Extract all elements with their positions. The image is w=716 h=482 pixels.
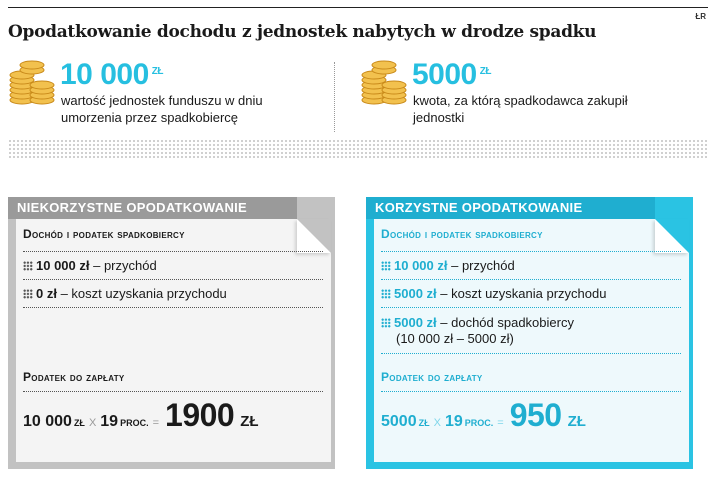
list-item-subtext: (10 000 zł – 5000 zł)	[396, 331, 514, 346]
dot-grid-icon	[381, 318, 391, 328]
divider	[23, 391, 323, 392]
list-item: 10 000 zł – przychód	[23, 257, 157, 274]
stat-unit: ZŁ	[151, 66, 163, 77]
divider	[381, 279, 681, 280]
dot-grid-icon	[23, 289, 33, 299]
formula-base-unit: ZŁ	[73, 418, 85, 428]
stat-description: wartość jednostek funduszu w dniu umorzenia przez spadkobiercę	[61, 93, 263, 125]
list-item: 5000 zł – dochód spadkobiercy	[381, 314, 574, 331]
formula-rate: 19	[444, 413, 463, 430]
page-fold-corner	[655, 219, 689, 253]
stat-value: 5000 $^{ZŁ}$	[412, 58, 491, 91]
document-card	[374, 219, 689, 462]
dot-grid-icon	[23, 261, 33, 271]
formula-base-unit: ZŁ	[418, 418, 430, 428]
section-heading: Dochód i podatek spadkobiercy	[381, 227, 543, 241]
coins-icon	[8, 58, 58, 106]
stat-description: kwota, za którą spadkodawca zakupił jednostki	[413, 93, 628, 125]
formula-rate-unit: PROC.	[120, 418, 149, 428]
dot-grid-icon	[381, 289, 391, 299]
stat-divider	[334, 62, 335, 132]
tax-formula	[381, 397, 586, 434]
formula-rate-unit: PROC.	[464, 418, 494, 428]
list-item: 5000 zł – koszt uzyskania przychodu	[381, 285, 606, 302]
formula-equals: =	[152, 417, 160, 429]
list-item: 10 000 zł – przychód	[381, 257, 515, 274]
divider	[381, 251, 681, 252]
dotted-divider-band	[8, 139, 708, 159]
tax-label: Podatek do zapłaty	[381, 370, 483, 384]
top-rule	[8, 7, 708, 8]
stat-unit: ZŁ	[479, 66, 491, 77]
divider	[381, 307, 681, 308]
coins-icon	[360, 58, 410, 106]
page-title: Opodatkowanie dochodu z jednostek nabytych w drodze spadku	[8, 22, 597, 42]
panel-favorable-taxation	[366, 197, 693, 469]
formula-result-unit: ZŁ	[567, 413, 586, 430]
list-item: 0 zł – koszt uzyskania przychodu	[23, 285, 227, 302]
formula-result: 950	[509, 397, 562, 433]
formula-base: 5000	[381, 413, 417, 430]
formula-result: 1900	[165, 397, 235, 433]
panel-header: KORZYSTNE OPODATKOWANIE	[366, 197, 655, 219]
section-heading: Dochód i podatek spadkobiercy	[23, 227, 185, 241]
formula-equals: =	[497, 417, 504, 429]
divider	[23, 279, 323, 280]
formula-multiply: X	[88, 417, 97, 429]
divider	[23, 251, 323, 252]
tax-label: Podatek do zapłaty	[23, 370, 125, 384]
panel-header: NIEKORZYSTNE OPODATKOWANIE	[8, 197, 297, 219]
formula-multiply: X	[433, 417, 441, 429]
divider	[381, 391, 681, 392]
page-fold-corner	[297, 219, 331, 253]
stat-value: 10 000 $^{ZŁ}$	[60, 58, 163, 91]
document-card	[16, 219, 331, 462]
divider	[381, 353, 681, 354]
formula-rate: 19	[100, 413, 119, 430]
divider	[23, 307, 323, 308]
dot-grid-icon	[381, 261, 391, 271]
source-label: ŁR	[695, 12, 706, 21]
tax-formula	[23, 397, 259, 434]
formula-result-unit: ZŁ	[240, 413, 259, 430]
formula-base: 10 000	[23, 413, 72, 430]
panel-unfavorable-taxation	[8, 197, 335, 469]
